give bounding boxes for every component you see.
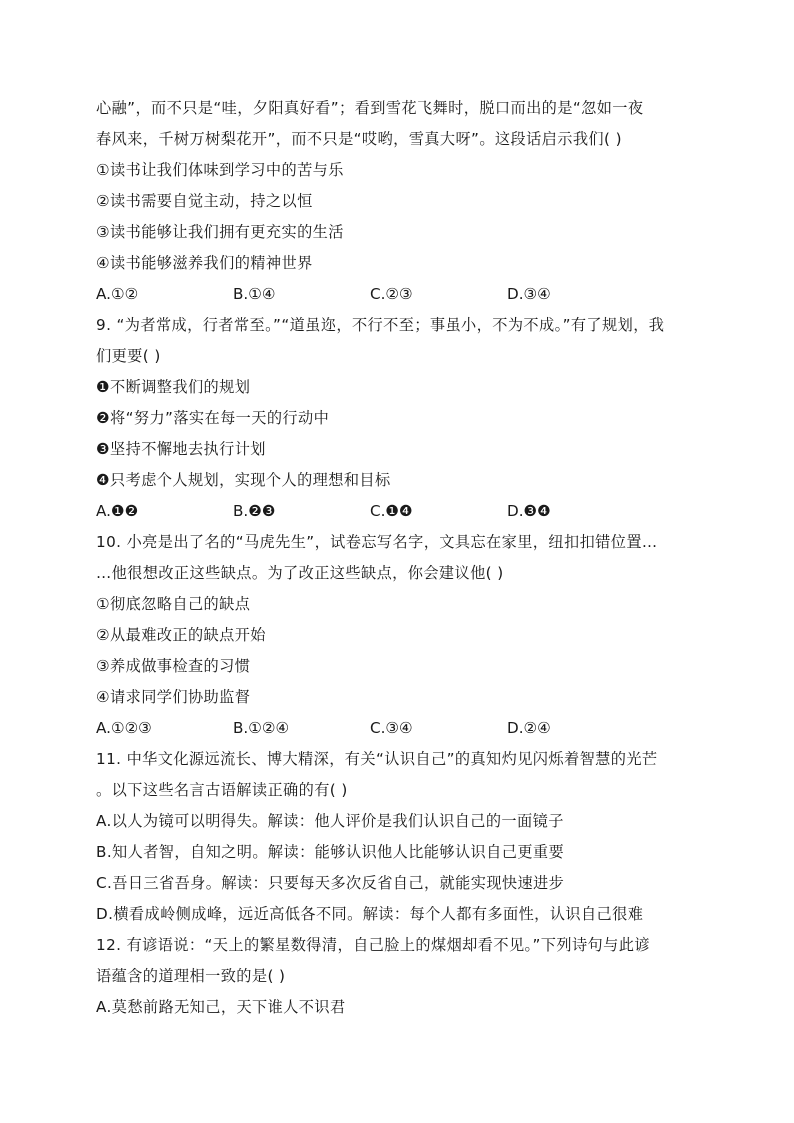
question-9-statement-4: ❹只考虑个人规划，实现个人的理想和目标 xyxy=(96,471,391,489)
question-9-option-c: C.❶❹ xyxy=(370,502,413,520)
question-9 xyxy=(96,310,700,527)
question-11-choice-d: D.横看成岭侧成峰，远近高低各不同。解读：每个人都有多面性，认识自己很难 xyxy=(96,905,644,923)
question-9-statement-3: ❸坚持不懈地去执行计划 xyxy=(96,440,266,458)
question-10-statement-2: ②从最难改正的缺点开始 xyxy=(96,626,266,644)
question-12 xyxy=(96,930,700,1023)
question-9-stem-line-1: 9. “为者常成，行者常至。”“道虽迩，不行不至；事虽小，不为不成。”有了规划，我 xyxy=(96,316,665,334)
question-9-options xyxy=(96,496,700,527)
question-10-option-c: C.③④ xyxy=(370,719,413,737)
question-10-option-a: A.①②③ xyxy=(96,719,152,737)
question-8-stem-line-1: 心融”，而不只是“哇，夕阳真好看”；看到雪花飞舞时，脱口而出的是“忽如一夜 xyxy=(96,99,644,117)
question-10-statement-1: ①彻底忽略自己的缺点 xyxy=(96,595,251,613)
question-8-statement-2: ②读书需要自觉主动，持之以恒 xyxy=(96,192,313,210)
question-9-option-a: A.❶❷ xyxy=(96,502,139,520)
question-10-option-b: B.①②④ xyxy=(233,719,290,737)
question-11-choice-b: B.知人者智，自知之明。解读：能够认识他人比能够认识自己更重要 xyxy=(96,843,565,861)
question-8-option-c: C.②③ xyxy=(370,285,413,303)
question-10-statement-4: ④请求同学们协助监督 xyxy=(96,688,251,706)
question-8-options xyxy=(96,279,700,310)
question-12-stem-line-1: 12. 有谚语说：“天上的繁星数得清，自己脸上的煤烟却看不见。”下列诗句与此谚 xyxy=(96,936,650,954)
question-9-option-d: D.❸❹ xyxy=(507,502,551,520)
question-9-stem-line-2: 们更要( ) xyxy=(96,347,161,365)
question-10-options xyxy=(96,713,700,744)
question-11-stem-line-1: 11. 中华文化源远流长、博大精深，有关“认识自己”的真知灼见闪烁着智慧的光芒 xyxy=(96,750,658,768)
question-8-statement-4: ④读书能够滋养我们的精神世界 xyxy=(96,254,313,272)
question-9-statement-1: ❶不断调整我们的规划 xyxy=(96,378,251,396)
question-11 xyxy=(96,744,700,930)
question-10-stem-line-1: 10. 小亮是出了名的“马虎先生”，试卷忘写名字，文具忘在家里，纽扣扣错位置… xyxy=(96,533,658,551)
question-10-stem-line-2: …他很想改正这些缺点。为了改正这些缺点，你会建议他( ) xyxy=(96,564,504,582)
question-8-stem-line-2: 春风来，千树万树梨花开”，而不只是“哎哟，雪真大呀”。这段话启示我们( ) xyxy=(96,130,622,148)
question-8 xyxy=(96,93,700,310)
question-8-statement-3: ③读书能够让我们拥有更充实的生活 xyxy=(96,223,344,241)
question-10-statement-3: ③养成做事检查的习惯 xyxy=(96,657,251,675)
exam-page xyxy=(96,93,700,1023)
question-8-statement-1: ①读书让我们体味到学习中的苦与乐 xyxy=(96,161,344,179)
question-8-option-d: D.③④ xyxy=(507,285,551,303)
question-12-choice-a: A.莫愁前路无知己，天下谁人不识君 xyxy=(96,998,346,1016)
question-8-option-a: A.①② xyxy=(96,285,139,303)
question-10-option-d: D.②④ xyxy=(507,719,551,737)
question-10 xyxy=(96,527,700,744)
question-9-statement-2: ❷将“努力”落实在每一天的行动中 xyxy=(96,409,330,427)
question-11-choice-c: C.吾日三省吾身。解读：只要每天多次反省自己，就能实现快速进步 xyxy=(96,874,565,892)
question-8-option-b: B.①④ xyxy=(233,285,276,303)
question-11-choice-a: A.以人为镜可以明得失。解读：他人评价是我们认识自己的一面镜子 xyxy=(96,812,564,830)
question-12-stem-line-2: 语蕴含的道理相一致的是( ) xyxy=(96,967,286,985)
question-9-option-b: B.❷❸ xyxy=(233,502,276,520)
question-11-stem-line-2: 。以下这些名言古语解读正确的有( ) xyxy=(96,781,348,799)
